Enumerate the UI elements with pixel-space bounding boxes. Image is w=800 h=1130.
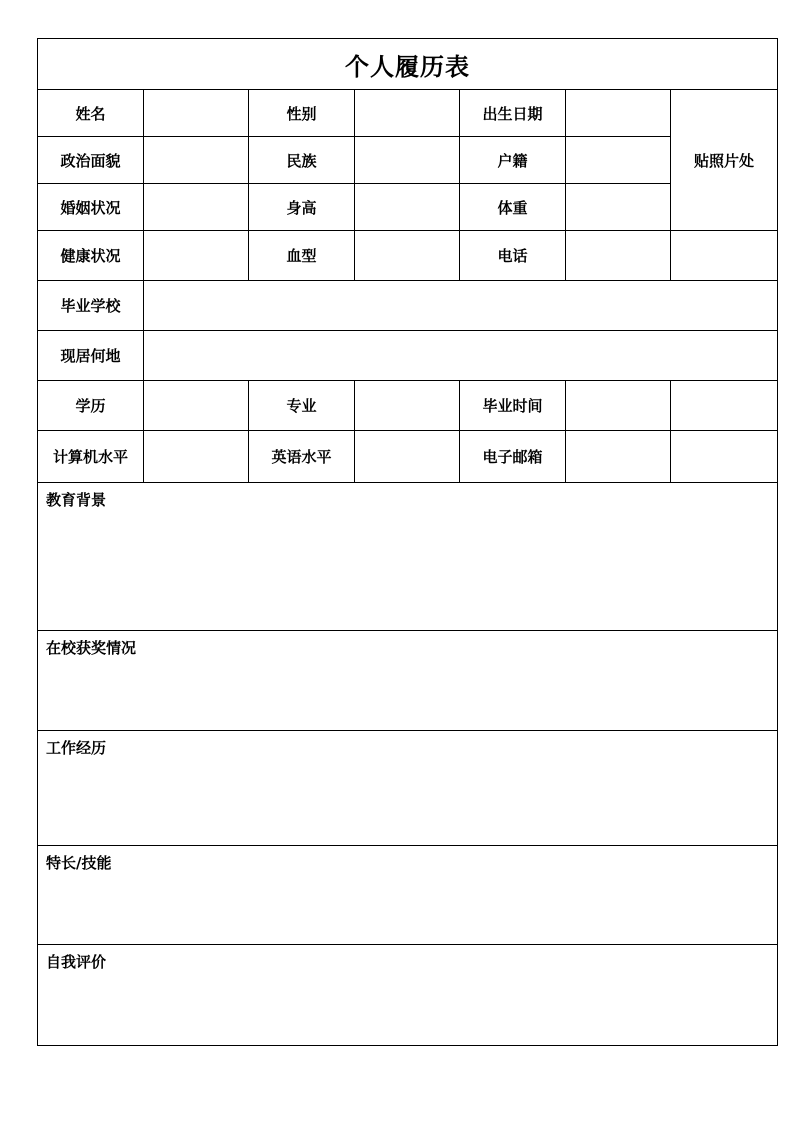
marital-status-label: 婚姻状况 (38, 184, 144, 231)
computer-level-label: 计算机水平 (38, 431, 144, 483)
phone-label: 电话 (460, 231, 566, 281)
blood-type-field[interactable] (355, 231, 460, 281)
health-status-field[interactable] (144, 231, 249, 281)
height-label: 身高 (249, 184, 355, 231)
blood-type-label: 血型 (249, 231, 355, 281)
major-field[interactable] (355, 381, 460, 431)
computer-level-field[interactable] (144, 431, 249, 483)
household-registration-label: 户籍 (460, 137, 566, 184)
education-background-section[interactable] (38, 483, 778, 631)
weight-label: 体重 (460, 184, 566, 231)
english-level-label: 英语水平 (249, 431, 355, 483)
weight-field[interactable] (566, 184, 671, 231)
graduation-extra-field[interactable] (671, 381, 778, 431)
self-evaluation-label: 自我评价 (46, 953, 107, 971)
gender-label: 性别 (249, 90, 355, 137)
graduation-time-label: 毕业时间 (460, 381, 566, 431)
ethnicity-field[interactable] (355, 137, 460, 184)
education-background-label: 教育背景 (46, 491, 107, 509)
name-label: 姓名 (38, 90, 144, 137)
height-field[interactable] (355, 184, 460, 231)
education-level-field[interactable] (144, 381, 249, 431)
current-residence-label: 现居何地 (38, 331, 144, 381)
resume-form-table (37, 38, 778, 1046)
graduated-school-label: 毕业学校 (38, 281, 144, 331)
birth-date-label: 出生日期 (460, 90, 566, 137)
phone-extra-field[interactable] (671, 231, 778, 281)
photo-placeholder[interactable]: 贴照片处 (671, 90, 778, 231)
work-experience-label: 工作经历 (46, 739, 107, 757)
work-experience-section[interactable] (38, 731, 778, 846)
political-status-label: 政治面貌 (38, 137, 144, 184)
graduated-school-field[interactable] (144, 281, 778, 331)
education-level-label: 学历 (38, 381, 144, 431)
self-evaluation-section[interactable] (38, 945, 778, 1046)
email-label: 电子邮箱 (460, 431, 566, 483)
current-residence-field[interactable] (144, 331, 778, 381)
political-status-field[interactable] (144, 137, 249, 184)
major-label: 专业 (249, 381, 355, 431)
school-awards-label: 在校获奖情况 (46, 639, 137, 657)
page-title: 个人履历表 (38, 39, 778, 90)
birth-date-field[interactable] (566, 90, 671, 137)
school-awards-section[interactable] (38, 631, 778, 731)
name-field[interactable] (144, 90, 249, 137)
email-field[interactable] (566, 431, 671, 483)
phone-field[interactable] (566, 231, 671, 281)
english-level-field[interactable] (355, 431, 460, 483)
gender-field[interactable] (355, 90, 460, 137)
email-extra-field[interactable] (671, 431, 778, 483)
skills-section[interactable] (38, 846, 778, 945)
household-registration-field[interactable] (566, 137, 671, 184)
marital-status-field[interactable] (144, 184, 249, 231)
skills-label: 特长/技能 (46, 854, 112, 872)
graduation-time-field[interactable] (566, 381, 671, 431)
health-status-label: 健康状况 (38, 231, 144, 281)
ethnicity-label: 民族 (249, 137, 355, 184)
